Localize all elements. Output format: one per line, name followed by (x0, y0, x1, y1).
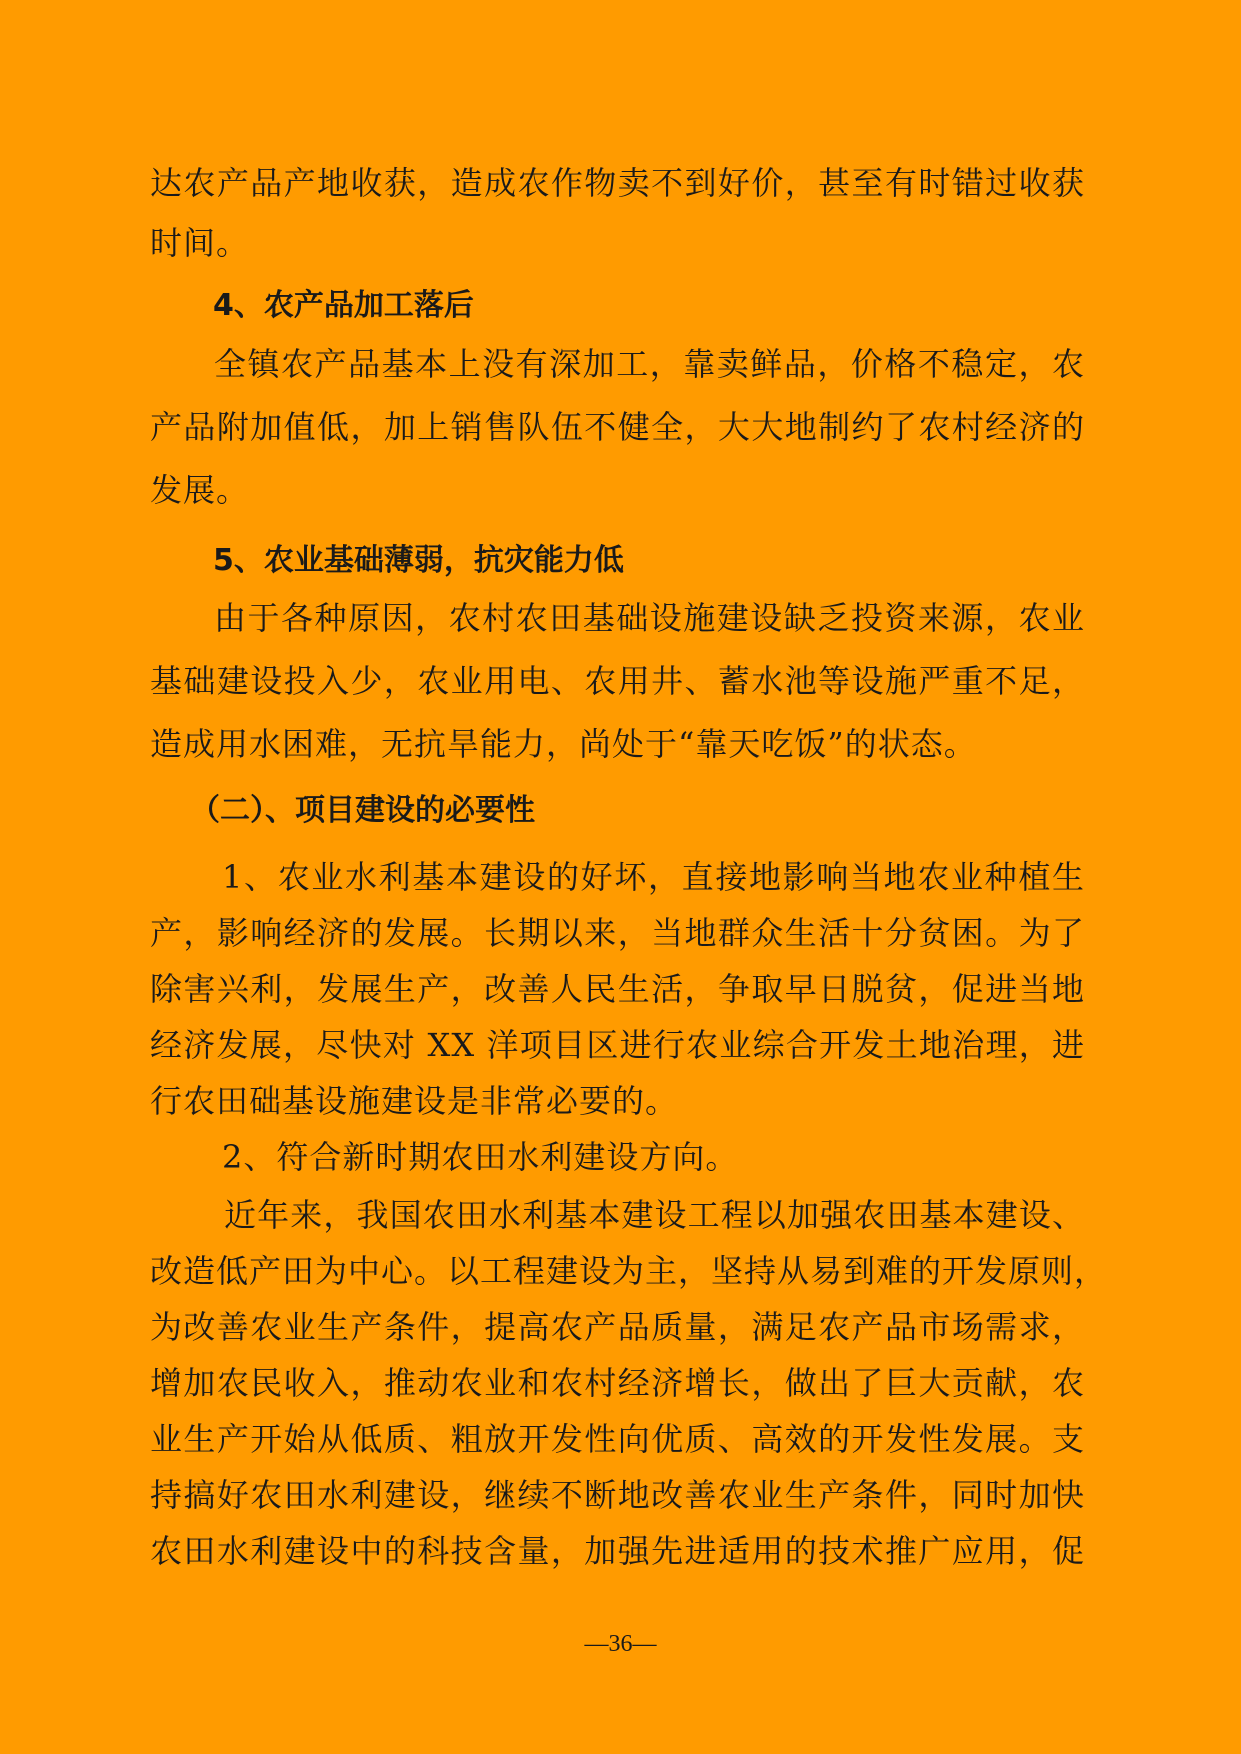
body-text-line: 产，影响经济的发展。长期以来，当地群众生活十分贫困。为了 (150, 914, 1085, 952)
body-text-line: 发展。 (150, 471, 250, 509)
body-text-line: 达农产品产地收获，造成农作物卖不到好价，甚至有时错过收获 (150, 164, 1085, 202)
paragraph-first-line: 全镇农产品基本上没有深加工，靠卖鲜品，价格不稳定，农 (214, 345, 1085, 383)
body-text-line: 产品附加值低，加上销售队伍不健全，大大地制约了农村经济的 (150, 408, 1085, 446)
section-heading: 4、农产品加工落后 (213, 288, 474, 323)
body-text-line: 改造低产田为中心。以工程建设为主，坚持从易到难的开发原则， (150, 1252, 1108, 1290)
page-number: —36— (584, 1631, 657, 1657)
body-text-line: 增加农民收入，推动农业和农村经济增长，做出了巨大贡献，农 (150, 1364, 1085, 1402)
body-text-line: 农田水利建设中的科技含量，加强先进适用的技术推广应用，促 (150, 1532, 1085, 1570)
body-text-line: 时间。 (150, 224, 250, 262)
body-text-line: 为改善农业生产条件，提高农产品质量，满足农产品市场需求， (150, 1308, 1085, 1346)
subheading-line: 2、符合新时期农田水利建设方向。 (222, 1138, 739, 1176)
body-text-line: 持搞好农田水利建设，继续不断地改善农业生产条件，同时加快 (150, 1476, 1085, 1514)
body-text-line: 业生产开始从低质、粗放开发性向优质、高效的开发性发展。支 (150, 1420, 1085, 1458)
body-text-line: 基础建设投入少，农业用电、农用井、蓄水池等设施严重不足， (150, 662, 1085, 700)
body-text-line: 造成用水困难，无抗旱能力，尚处于“靠天吃饭”的状态。 (150, 725, 977, 763)
paragraph-first-line: 由于各种原因，农村农田基础设施建设缺乏投资来源，农业 (214, 599, 1085, 637)
paragraph-first-line: 1、农业水利基本建设的好坏，直接地影响当地农业种植生 (222, 858, 1085, 896)
section-heading: 5、农业基础薄弱，抗灾能力低 (213, 543, 624, 578)
body-text-line: 行农田础基设施建设是非常必要的。 (150, 1082, 679, 1120)
body-text-line: 经济发展，尽快对 XX 洋项目区进行农业综合开发土地治理，进 (150, 1026, 1085, 1064)
body-text-line: 除害兴利，发展生产，改善人民生活，争取早日脱贫，促进当地 (150, 970, 1085, 1008)
section-heading: （二）、项目建设的必要性 (190, 793, 535, 828)
paragraph-first-line: 近年来，我国农田水利基本建设工程以加强农田基本建设、 (224, 1196, 1085, 1234)
